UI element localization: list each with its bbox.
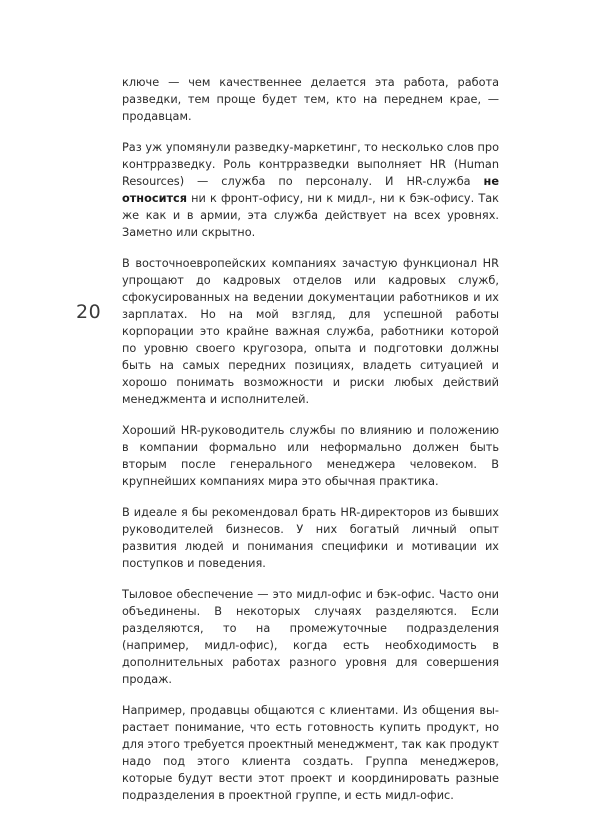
body-text: [122, 74, 499, 818]
paragraph-5: [122, 504, 499, 572]
paragraph-6-text: Тыловое обеспечение — это мидл-офис и бэк-офис. Часто они объединены. В некоторых случаях разделяются. Если разделяются, то на промежуточные подразделения (например, мидл-офис), когда есть необходимость в дополнительных работах разного уровня для совершения продаж.: [122, 588, 499, 686]
paragraph-2-text-start: Раз уж упомянули разведку-маркетинг, то несколько слов про контрразведку. Роль контрразведки выполняет HR (Human Resources) — служба по персоналу. И HR-служба: [122, 141, 499, 188]
paragraph-2-bold-phrase: не относится: [122, 175, 499, 205]
paragraph-2: [122, 139, 499, 241]
paragraph-6: [122, 586, 499, 688]
paragraph-4-text: Хороший HR-руководитель службы по влиянию и положению в компании формально или неформально должен быть вторым после генерального менеджера человеком. В крупнейших компаниях мира это обычная практика.: [122, 424, 499, 488]
paragraph-1-text: ключе — чем качественнее делается эта работа, работа разведки, тем проще будет тем, кто на переднем крае, — продавцам.: [122, 76, 499, 123]
paragraph-5-text: В идеале я бы рекомендовал брать HR-директоров из бывших руководителей бизнесов. У них богатый личный опыт развития людей и понимания специфики и мотивации их поступков и поведения.: [122, 506, 499, 570]
paragraph-7: [122, 702, 499, 804]
paragraph-3: [122, 255, 499, 408]
paragraph-7-text: Например, продавцы общаются с клиентами. Из общения вырастает понимание, что есть готовность купить продукт, но для этого требуется проектный менеджмент, так как продукт надо под этого клиента создать. Группа менеджеров, которые будут вести этот проект и координировать разные подразделения в проектной группе, и есть мидл-офис.: [122, 704, 499, 802]
paragraph-2-text-end: ни к фронт-офису, ни к мидл-, ни к бэк-офису. Так же как и в армии, эта служба действует на всех уровнях. Заметно или скрытно.: [122, 192, 499, 239]
paragraph-1: [122, 74, 499, 125]
paragraph-4: [122, 422, 499, 490]
page-number: 20: [76, 301, 102, 323]
paragraph-3-text: В восточноевропейских компаниях зачастую функционал HR упрощают до кадровых отделов или кадровых служб, сфокусированных на ведении документации работников и их зарплатах. Но на мой взгляд, для успешной работы корпорации это крайне важная служба, работники которой по уровню своего кругозора, опыта и подготовки должны быть на самых передних позициях, владеть ситуацией и хорошо понимать возможности и риски любых действий менеджмента и исполнителей.: [122, 257, 499, 406]
